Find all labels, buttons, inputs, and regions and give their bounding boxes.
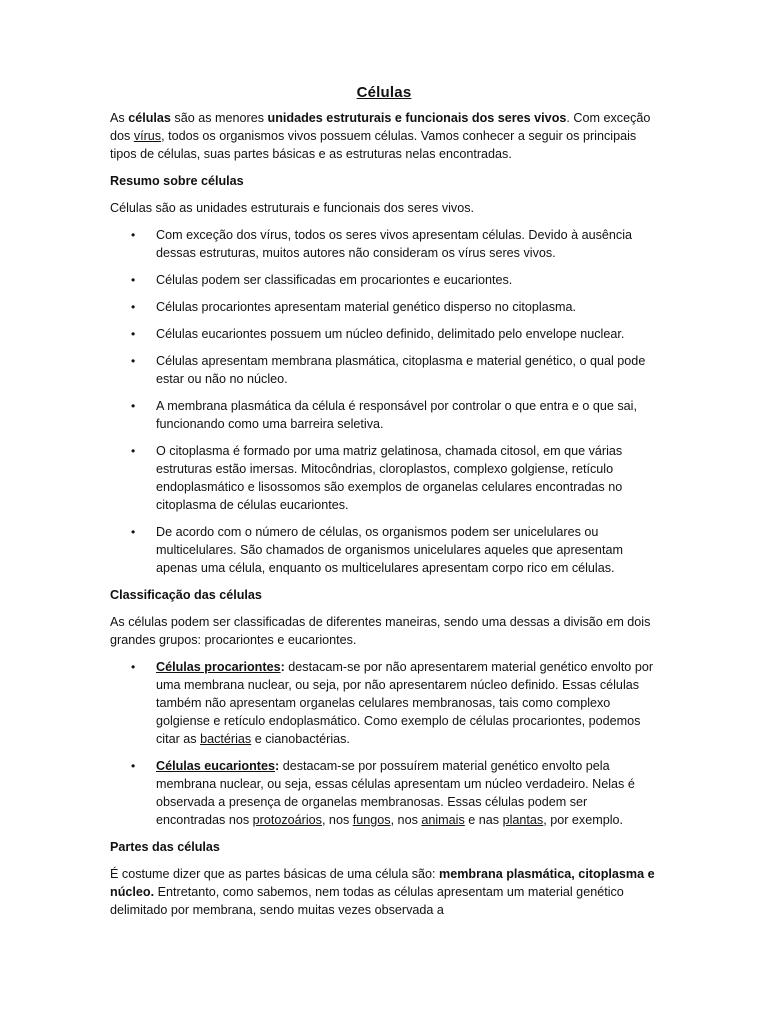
intro-paragraph (110, 109, 658, 163)
intro-bold-cells: células (128, 111, 171, 125)
bullet: • (131, 660, 136, 674)
list-item-text: Células podem ser classificadas em procariontes e eucariontes. (156, 273, 513, 287)
heading-partes: Partes das células (110, 840, 220, 854)
list-item-text: Células apresentam membrana plasmática, citoplasma e material genético, o qual pode estar ou não no núcleo. (156, 354, 646, 386)
bullet: • (131, 300, 136, 314)
list-item-text: De acordo com o número de células, os organismos podem ser unicelulares ou multicelulares. São chamados de organismos unicelulares aqueles que apresentam apenas uma célula, enquanto os multicelulares apresentam corpo rico em células. (156, 525, 623, 575)
document-page (110, 84, 658, 928)
partes-text: Entretanto, como sabemos, nem todas as células apresentam um material genético delimitado por membrana, sendo muitas vezes observada a (110, 885, 624, 917)
list-item (110, 271, 658, 289)
page-title: Células (356, 84, 412, 101)
partes-bold: membrana plasmática, citoplasma e núcleo. (110, 867, 655, 899)
bullet: • (131, 273, 136, 287)
list-item-eucariontes (110, 757, 658, 829)
list-item-text: destacam-se por não apresentarem material genético envolto por uma membrana nuclear, ou seja, por não apresentarem núcleo definido. Essas células também não apresentam organelas celulares membranosas, tais como complexo golgiense e retículo endoplasmático. Como exemplo de células procariontes, podemos citar as (156, 660, 654, 746)
intro-bold-units: unidades estruturais e funcionais dos seres vivos (267, 111, 567, 125)
list-item-text: , por exemplo. (543, 813, 624, 827)
heading-resumo: Resumo sobre células (110, 174, 244, 188)
bullet: • (131, 399, 136, 413)
colon: : (275, 759, 280, 773)
partes-text: É costume dizer que as partes básicas de uma célula são: (110, 867, 440, 881)
colon: : (280, 660, 285, 674)
classificacao-lead: As células podem ser classificadas de diferentes maneiras, sendo uma dessas a divisão em dois grandes grupos: procariontes e eucariontes. (110, 615, 651, 647)
link-fungos[interactable]: fungos (352, 813, 391, 827)
bullet: • (131, 759, 136, 773)
link-protozoarios[interactable]: protozoários (252, 813, 322, 827)
list-item (110, 226, 658, 262)
bullet: • (131, 327, 136, 341)
resumo-lead: Células são as unidades estruturais e funcionais dos seres vivos. (110, 201, 475, 215)
list-item (110, 298, 658, 316)
link-celulas-procariontes[interactable]: Células procariontes (156, 660, 281, 674)
bullet: • (131, 444, 136, 458)
list-item (110, 442, 658, 514)
list-item-procariontes (110, 658, 658, 748)
partes-paragraph (110, 865, 658, 919)
list-item-text: Células procariontes apresentam material genético disperso no citoplasma. (156, 300, 577, 314)
bullet: • (131, 354, 136, 368)
list-item-text: , nos (390, 813, 422, 827)
link-virus[interactable]: vírus (133, 129, 162, 143)
resumo-list (110, 226, 658, 577)
list-item (110, 397, 658, 433)
list-item-text: A membrana plasmática da célula é responsável por controlar o que entra e o que sai, funcionando como uma barreira seletiva. (156, 399, 637, 431)
list-item-text: Com exceção dos vírus, todos os seres vivos apresentam células. Devido à ausência dessas estruturas, muitos autores não consideram os vírus seres vivos. (156, 228, 632, 260)
heading-classificacao: Classificação das células (110, 588, 262, 602)
classificacao-list (110, 658, 658, 829)
intro-text: , todos os organismos vivos possuem células. Vamos conhecer a seguir os principais tipos de células, suas partes básicas e as estruturas nelas encontradas. (110, 129, 637, 161)
intro-text: são as menores (170, 111, 268, 125)
link-celulas-eucariontes[interactable]: Células eucariontes (156, 759, 275, 773)
list-item (110, 523, 658, 577)
link-plantas[interactable]: plantas (502, 813, 544, 827)
list-item-text: e nas (464, 813, 503, 827)
list-item-text: e cianobactérias. (251, 732, 350, 746)
bullet: • (131, 228, 136, 242)
list-item-text: , nos (321, 813, 353, 827)
intro-text: As (110, 111, 129, 125)
list-item-text: O citoplasma é formado por uma matriz gelatinosa, chamada citosol, em que várias estruturas estão imersas. Mitocôndrias, cloroplastos, complexo golgiense, retículo endoplasmático e lisossomos são exemplos de organelas celulares encontradas no citoplasma de células eucariontes. (156, 444, 623, 512)
link-bacterias[interactable]: bactérias (200, 732, 252, 746)
list-item-text: destacam-se por possuírem material genético envolto pela membrana nuclear, ou seja, essas células apresentam um núcleo verdadeiro. Nelas é observada a presença de organelas membranosas. Essas células podem ser encontradas nos (156, 759, 635, 827)
list-item (110, 325, 658, 343)
list-item-text: Células eucariontes possuem um núcleo definido, delimitado pelo envelope nuclear. (156, 327, 625, 341)
link-animais[interactable]: animais (421, 813, 465, 827)
list-item (110, 352, 658, 388)
bullet: • (131, 525, 136, 539)
intro-text: . Com exceção dos (110, 111, 651, 143)
